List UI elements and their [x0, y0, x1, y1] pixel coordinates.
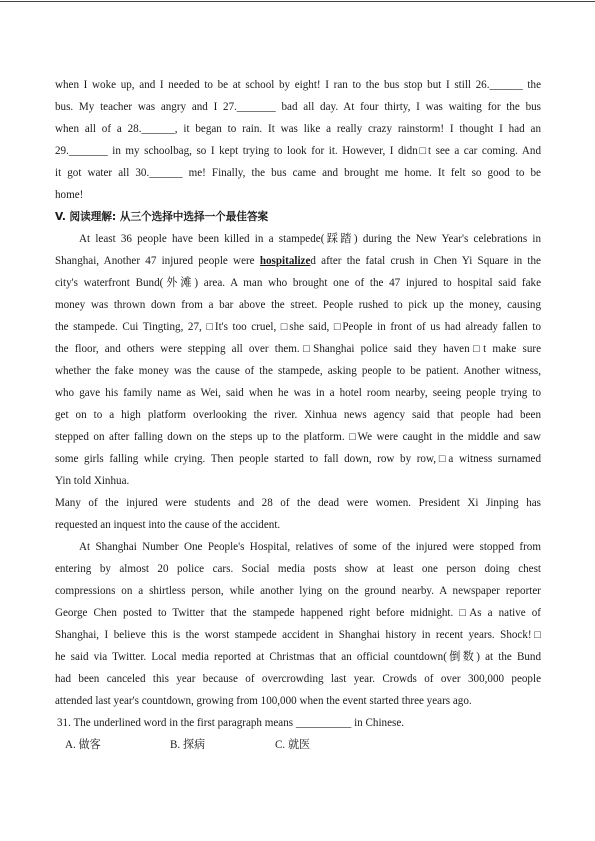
passage-line: money was thrown down from a bar above the street. People rushed to pick up the money, causing [55, 299, 541, 311]
passage-line: Many of the injured were students and 28 of the dead were women. President Xi Jinping has [55, 497, 541, 509]
passage-line: At least 36 people have been killed in a stampede(踩踏) during the New Year's celebrations in [79, 233, 541, 245]
passage-line: entering by almost 20 police cars. Social media posts show at least one person doing chest [55, 563, 541, 575]
cloze-line: home! [55, 189, 84, 201]
question-options [55, 738, 541, 760]
passage-text: d after the fatal crush in Chen Yi Square in the [310, 255, 541, 267]
passage-line [55, 254, 541, 276]
cloze-line: 29._______ in my schoolbag, so I kept trying to look for it. However, I didn□t see a car coming. And [55, 145, 541, 157]
passage-line: requested an inquest into the cause of the accident. [55, 519, 281, 531]
cloze-line: it got water all 30.______ me! Finally, the bus came and brought me home. It felt so good to be [55, 167, 541, 179]
document-body [55, 78, 541, 760]
passage-line: the stampede. Cui Tingting, 27, □It's too cruel, □she said, □People in front of us had already fallen to [55, 321, 541, 333]
passage-line: attended last year's countdown, growing from 100,000 when the event started three years ago. [55, 695, 472, 707]
passage-line: compressions on a shirtless person, while another lying on the ground nearby. A newspaper reporter [55, 585, 541, 597]
cloze-line: bus. My teacher was angry and I 27._______ bad all day. At four thirty, I was waiting for the bus [55, 101, 541, 113]
passage-line: get on to a high platform overlooking the river. Xinhua news agency said that people had been [55, 409, 541, 421]
option-b[interactable]: B. 探病 [170, 739, 206, 751]
cloze-line: when I woke up, and I needed to be at school by eight! I ran to the bus stop but I still 26.______ the [55, 79, 541, 91]
option-a[interactable]: A. 做客 [65, 739, 101, 751]
passage-line: the floor, and others were stepping all over them.□Shanghai police said they haven□t make sure [55, 343, 541, 355]
passage-line: who gave his family name as Wei, said when he was in a hotel room nearby, seeing people trying to [55, 387, 541, 399]
passage-line: Shanghai, I believe this is the worst stampede accident in Shanghai history in recent years. Shock!□ [55, 629, 541, 641]
underlined-word: hospitalize [259, 255, 311, 267]
cloze-line: when all of a 28.______, it began to rain. It was like a really crazy rainstorm! I thought I had an [55, 123, 541, 135]
passage-line: At Shanghai Number One People's Hospital, relatives of some of the injured were stopped from [79, 541, 541, 553]
passage-line: some girls falling while crying. Then people started to fall down, row by row,□a witness surnamed [55, 453, 541, 465]
passage-line: had been canceled this year because of overcrowding last year. Crowds of over 300,000 people [55, 673, 541, 685]
question-stem: 31. The underlined word in the first paragraph means __________ in Chinese. [57, 717, 405, 729]
passage-line: city's waterfront Bund(外滩) area. A man who brought one of the 47 injured to hospital said fake [55, 277, 541, 289]
passage-line: stepped on after falling down on the steps up to the platform. □We were caught in the middle and saw [55, 431, 541, 443]
top-rule [0, 1, 595, 2]
passage-line: he said via Twitter. Local media reported at Christmas that an official countdown(倒数) at the Bund [55, 651, 541, 663]
passage-line: Yin told Xinhua. [55, 475, 130, 487]
option-c[interactable]: C. 就医 [275, 739, 311, 751]
section-heading: V. 阅读理解: 从三个选择中选择一个最佳答案 [55, 211, 269, 223]
passage-text: Shanghai, Another 47 injured people were [55, 255, 260, 267]
passage-line: George Chen posted to Twitter that the stampede happened right before midnight. □As a native of [55, 607, 541, 619]
passage-line: whether the fake money was the cause of the stampede, asking people to be patient. Another witness, [55, 365, 541, 377]
